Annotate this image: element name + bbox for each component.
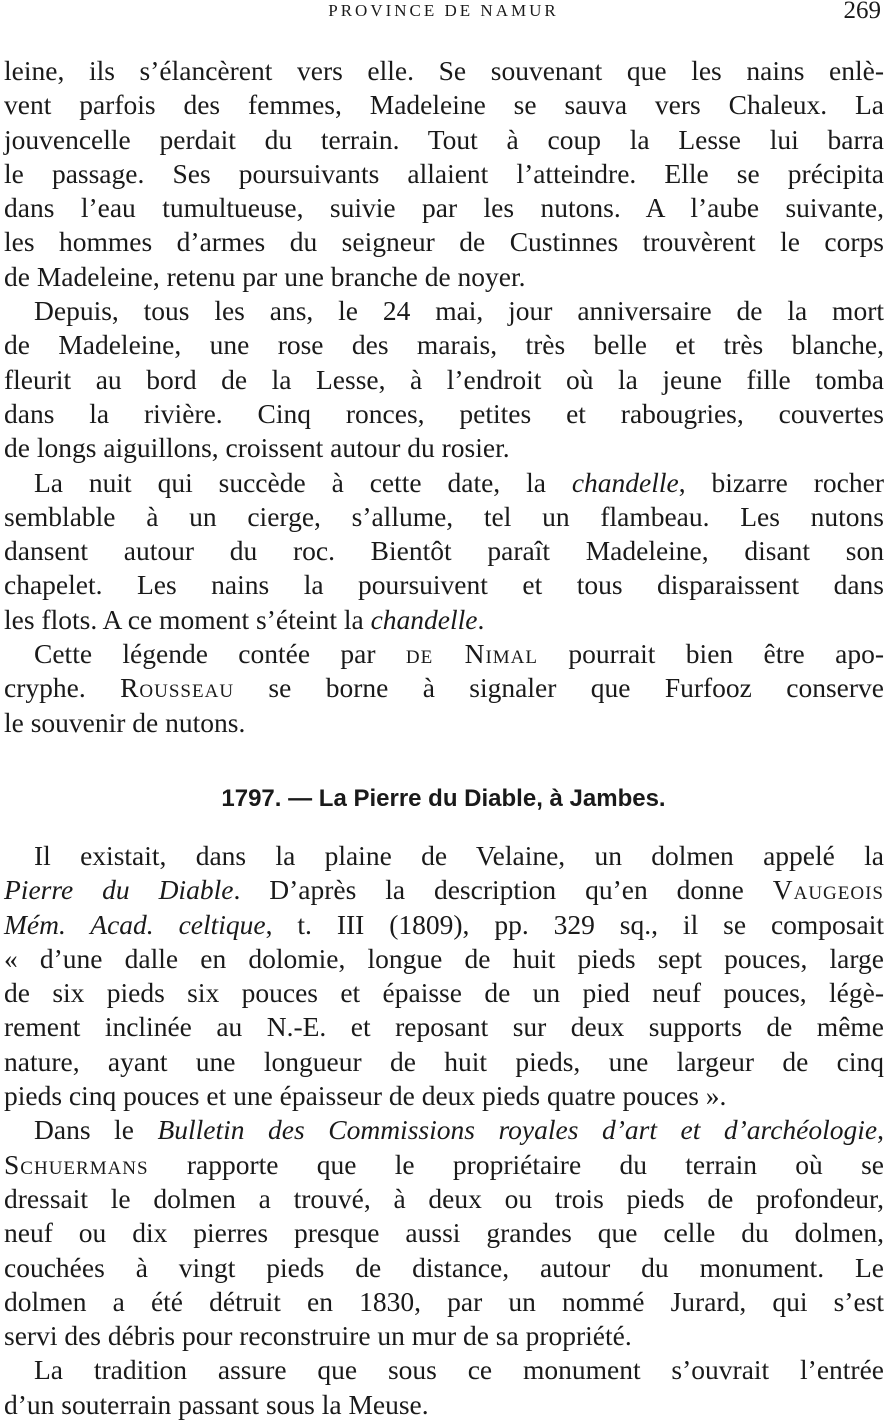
text-line: de Madeleine, retenu par une branche de noyer. [4, 260, 526, 292]
text-line: Il existait, dans la plaine de Velaine, un dolmen appelé la [34, 840, 884, 871]
text-run: . D’après la description qu’en donne [233, 874, 773, 906]
text-run: cryphe. [4, 672, 121, 704]
text-line: pieds cinq pouces et une épaisseur de deux pieds quatre pouces ». [4, 1080, 727, 1112]
text-line: servi des débris pour reconstruire un mur de sa propriété. [4, 1320, 632, 1352]
text-line [4, 671, 884, 705]
text-line: semblable à un cierge, s’allume, tel un flambeau. Les nutons [4, 500, 884, 532]
paragraph [4, 839, 884, 1113]
text-line: d’un souterrain passant sous la Meuse. [4, 1388, 429, 1420]
italic-term: chandelle [370, 603, 478, 635]
text-run: rapporte que le propriétaire du terrain où se [148, 1148, 884, 1180]
text-line: le souvenir de nutons. [4, 706, 246, 738]
text-line: dolmen a été détruit en 1830, par un nommé Jurard, qui s’est [4, 1285, 884, 1317]
text-run: , bizarre rocher [678, 466, 884, 498]
section-2-text [4, 839, 884, 1422]
text-line: neuf ou dix pierres presque aussi grandes que celle du dolmen, [4, 1217, 884, 1249]
text-run: La nuit qui succède à cette date, la [34, 466, 572, 498]
text-line [4, 1113, 884, 1147]
text-run: Dans le [34, 1114, 158, 1146]
section-heading: 1797. — La Pierre du Diable, à Jambes. [221, 785, 666, 812]
text-line: rement inclinée au N.-E. et reposant sur deux supports de même [4, 1011, 884, 1043]
text-run: pourrait bien être apo- [538, 638, 884, 670]
author-name: de Nimal [405, 638, 539, 670]
text-run: , [877, 1114, 884, 1146]
paragraph [4, 466, 884, 637]
text-line [4, 603, 884, 637]
text-line [4, 1148, 884, 1182]
author-name: Vaugeois [772, 874, 884, 906]
paragraph [4, 1113, 884, 1353]
paragraph [4, 637, 884, 740]
text-run: Cette légende contée par [34, 638, 406, 670]
text-run: . [477, 603, 485, 635]
text-line: nature, ayant une longueur de huit pieds, une largeur de cinq [4, 1045, 884, 1077]
page-number: 269 [843, 0, 881, 24]
text-line: dressait le dolmen a trouvé, à deux ou trois pieds de profondeur, [4, 1182, 884, 1214]
section-1-text [4, 54, 884, 740]
text-line: vent parfois des femmes, Madeleine se sauva vers Chaleux. La [4, 89, 884, 121]
text-line: de six pieds six pouces et épaisse de un pied neuf pouces, légè- [4, 977, 884, 1009]
author-name: Rousseau [120, 672, 235, 704]
text-line: les hommes d’armes du seigneur de Custinnes trouvèrent le corps [4, 226, 884, 258]
text-line: Depuis, tous les ans, le 24 mai, jour anniversaire de la mort [34, 295, 884, 327]
text-line: dansent autour du roc. Bientôt paraît Madeleine, disant son [4, 535, 884, 567]
text-line [4, 466, 884, 500]
paragraph [4, 294, 884, 465]
text-line: jouvencelle perdait du terrain. Tout à coup la Lesse lui barra [4, 123, 884, 155]
text-line: couchées à vingt pieds de distance, autour du monument. Le [4, 1251, 884, 1283]
italic-term: Mém. Acad. celtique [4, 908, 266, 940]
paragraph [4, 54, 884, 294]
running-title: PROVINCE DE NAMUR [328, 1, 559, 20]
running-header [0, 0, 887, 30]
author-name: Schuermans [4, 1148, 149, 1180]
text-line: La tradition assure que sous ce monument s’ouvrait l’entrée [34, 1354, 884, 1386]
text-line: leine, ils s’élancèrent vers elle. Se souvenant que les nains enlè- [4, 55, 884, 86]
italic-term: Pierre du Diable [4, 874, 234, 906]
text-line: de longs aiguillons, croissent autour du rosier. [4, 432, 510, 464]
text-line: chapelet. Les nains la poursuivent et tous disparaissent dans [4, 569, 884, 601]
text-line [4, 873, 884, 907]
text-line: le passage. Ses poursuivants allaient l’atteindre. Elle se précipita [4, 157, 884, 189]
text-run: les flots. A ce moment s’éteint la [4, 603, 371, 635]
text-line [4, 908, 884, 942]
text-line: fleurit au bord de la Lesse, à l’endroit où la jeune fille tomba [4, 363, 884, 395]
text-run: , t. III (1809), pp. 329 sq., il se composait [265, 908, 884, 940]
text-line: « d’une dalle en dolomie, longue de huit pieds sept pouces, large [4, 942, 884, 974]
text-line: de Madeleine, une rose des marais, très belle et très blanche, [4, 329, 884, 361]
text-line: dans l’eau tumultueuse, suivie par les nutons. A l’aube suivante, [4, 192, 884, 224]
text-line: dans la rivière. Cinq ronces, petites et rabougries, couvertes [4, 397, 884, 429]
italic-title: Bulletin des Commissions royales d’art et d’archéologie [157, 1114, 878, 1146]
italic-term: chandelle [571, 466, 679, 498]
text-line [4, 637, 884, 671]
text-run: se borne à signaler que Furfooz conserve [234, 672, 884, 704]
paragraph [4, 1353, 884, 1422]
